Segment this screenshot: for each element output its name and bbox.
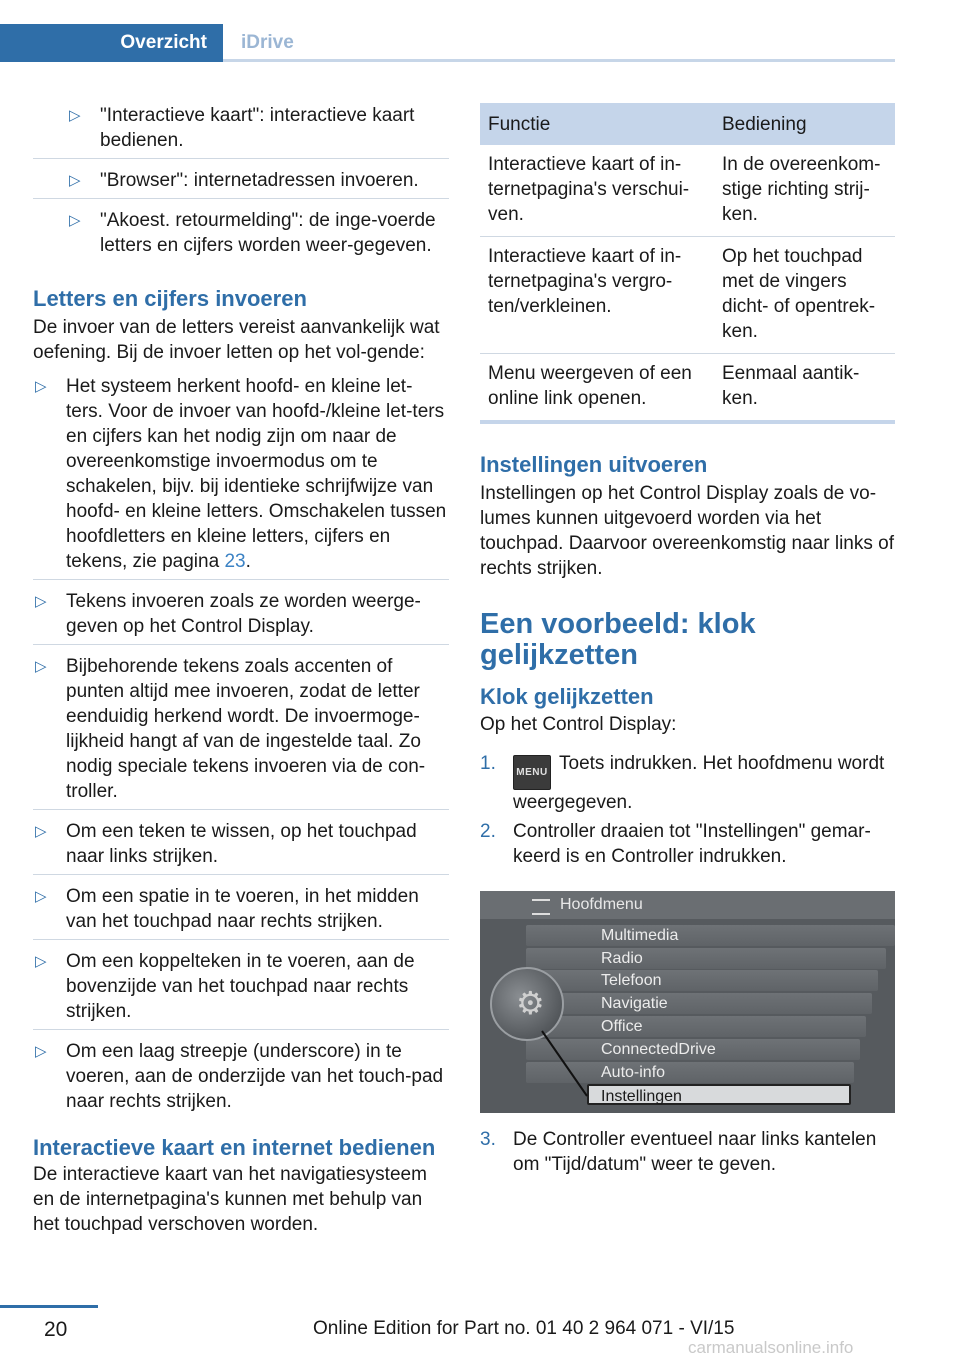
menu-item: Multimedia xyxy=(526,925,895,946)
steps-list xyxy=(480,751,895,873)
section-heading: Letters en cijfers invoeren xyxy=(33,286,307,311)
chapter-title: Een voorbeeld: klok gelijkzetten xyxy=(480,608,756,671)
menu-item: Navigatie xyxy=(526,993,872,1014)
triangle-bullet-icon: ▷ xyxy=(35,378,47,395)
triangle-bullet-icon: ▷ xyxy=(69,212,81,229)
table-cell: Menu weergeven of een online link openen. xyxy=(480,354,714,423)
list-item: ▷ Om een spatie in te voeren, in het midden van het touchpad naar rechts strijken. xyxy=(33,874,449,939)
triangle-bullet-icon: ▷ xyxy=(35,658,47,675)
triangle-bullet-icon: ▷ xyxy=(69,107,81,124)
section-heading: Interactieve kaart en internet bedienen xyxy=(33,1135,436,1160)
section-text: De interactieve kaart van het navigatiesysteem en de internetpagina's kunnen met behulp van het touchpad verschoven worden. xyxy=(33,1164,427,1235)
menu-item: Telefoon xyxy=(526,970,878,991)
page-number: 20 xyxy=(44,1318,68,1341)
step-number: 1. xyxy=(480,753,496,774)
section-heading: Klok gelijkzetten xyxy=(480,684,654,709)
menu-item: Radio xyxy=(526,948,886,969)
screen-title: Hoofdmenu xyxy=(560,896,643,913)
table-cell: In de overeenkom-stige richting strij-ken. xyxy=(714,145,895,237)
step-number: 2. xyxy=(480,821,496,842)
triangle-bullet-icon: ▷ xyxy=(35,823,47,840)
section-heading: Instellingen uitvoeren xyxy=(480,452,708,477)
list-item: ▷ "Browser": internetadressen invoeren. xyxy=(33,158,449,198)
list-item: ▷ Het systeem herkent hoofd- en kleine let-ters. Voor de invoer van hoofd-/kleine let-ters en cijfers kan het nodig zijn om naar de overeenkomstige invoermodus om te schakelen, bijv. bij identieke schrijfwijze van hoofd- en kleine letters. Omschakelen tussen hoofdletters en kleine letters, cijfers en tekens, zie pagina 23. xyxy=(35,376,447,572)
intro-list xyxy=(33,100,449,263)
table-cell: Interactieve kaart of in-ternetpagina's verschui-ven. xyxy=(480,145,714,237)
table-header-row xyxy=(480,103,895,145)
page-link[interactable]: 23 xyxy=(224,551,246,572)
list-item: ▷ Om een laag streepje (underscore) in te voeren, aan de onderzijde van het touch-pad naar rechts strijken. xyxy=(33,1029,449,1119)
list-item: 2. Controller draaien tot "Instellingen" gemar-keerd is en Controller indrukken. xyxy=(480,821,871,867)
list-item: ▷ "Interactieve kaart": interactieve kaart bedienen. xyxy=(69,105,415,151)
page-header xyxy=(0,0,895,62)
list-item: ▷ Bijbehorende tekens zoals accenten of punten altijd mee invoeren, zodat de letter eenduidig herkend wordt. De invoermoge-lijkheid hangt af van de ingestelde taal. Zo nodig speciale tekens invoeren via de con-troller. xyxy=(33,644,449,809)
list-item: ▷ Om een koppelteken in te voeren, aan de bovenzijde van het touchpad naar rechts strijken. xyxy=(33,939,449,1029)
table-row xyxy=(480,237,895,354)
idrive-main-menu-screen xyxy=(480,891,895,1113)
list-item: ▷ "Akoest. retourmelding": de inge-voerde letters en cijfers worden weer-gegeven. xyxy=(33,198,449,263)
list-item: ▷ Om een teken te wissen, op het touchpad naar links strijken. xyxy=(33,809,449,874)
edition-note: Online Edition for Part no. 01 40 2 964 071 - VI/15 xyxy=(313,1318,735,1339)
steps-list-continued xyxy=(480,1127,895,1181)
list-item: ▷ Tekens invoeren zoals ze worden weerge-geven op het Control Display. xyxy=(33,579,449,644)
column-header: Bediening xyxy=(714,103,895,145)
input-rules-list xyxy=(33,371,449,1119)
column-header: Functie xyxy=(480,103,714,145)
menu-item: ConnectedDrive xyxy=(526,1039,860,1060)
triangle-bullet-icon: ▷ xyxy=(69,172,81,189)
function-table xyxy=(480,103,895,424)
table-cell: Op het touchpad met de vingers dicht- of opentrek-ken. xyxy=(714,237,895,354)
tab-idrive[interactable]: iDrive xyxy=(223,24,895,62)
list-item: 3. De Controller eventueel naar links kantelen om "Tijd/datum" weer te geven. xyxy=(480,1129,877,1175)
menu-item: Auto-info xyxy=(526,1062,854,1083)
tab-overzicht[interactable]: Overzicht xyxy=(0,24,223,62)
list-item: 1. MENU Toets indrukken. Het hoofdmenu wordt weergegeven. xyxy=(480,753,885,813)
table-row xyxy=(480,354,895,423)
menu-item-selected: Instellingen xyxy=(587,1084,851,1105)
right-column xyxy=(480,103,895,1181)
left-column xyxy=(33,100,449,1237)
section-text: De invoer van de letters vereist aanvankelijk wat oefening. Bij de invoer letten op het vol-gende: xyxy=(33,317,440,363)
triangle-bullet-icon: ▷ xyxy=(35,1043,47,1060)
triangle-bullet-icon: ▷ xyxy=(35,593,47,610)
gear-icon: ⚙ xyxy=(516,985,545,1021)
menu-button-icon: MENU xyxy=(513,755,551,790)
table-cell: Interactieve kaart of in-ternetpagina's vergro-ten/verkleinen. xyxy=(480,237,714,354)
step-number: 3. xyxy=(480,1129,496,1150)
table-cell: Eenmaal aantik-ken. xyxy=(714,354,895,423)
watermark: carmanualsonline.info xyxy=(688,1338,854,1357)
triangle-bullet-icon: ▷ xyxy=(35,953,47,970)
section-text: Instellingen op het Control Display zoals de vo-lumes kunnen uitgevoerd worden via het touchpad. Daarvoor overeenkomstig naar links of rechts strijken. xyxy=(480,483,895,579)
menu-item: Office xyxy=(526,1016,866,1037)
section-text: Op het Control Display: xyxy=(480,714,677,735)
page-number-rule xyxy=(0,1305,98,1308)
triangle-bullet-icon: ▷ xyxy=(35,888,47,905)
table-row xyxy=(480,145,895,237)
leader-line xyxy=(480,891,895,1113)
